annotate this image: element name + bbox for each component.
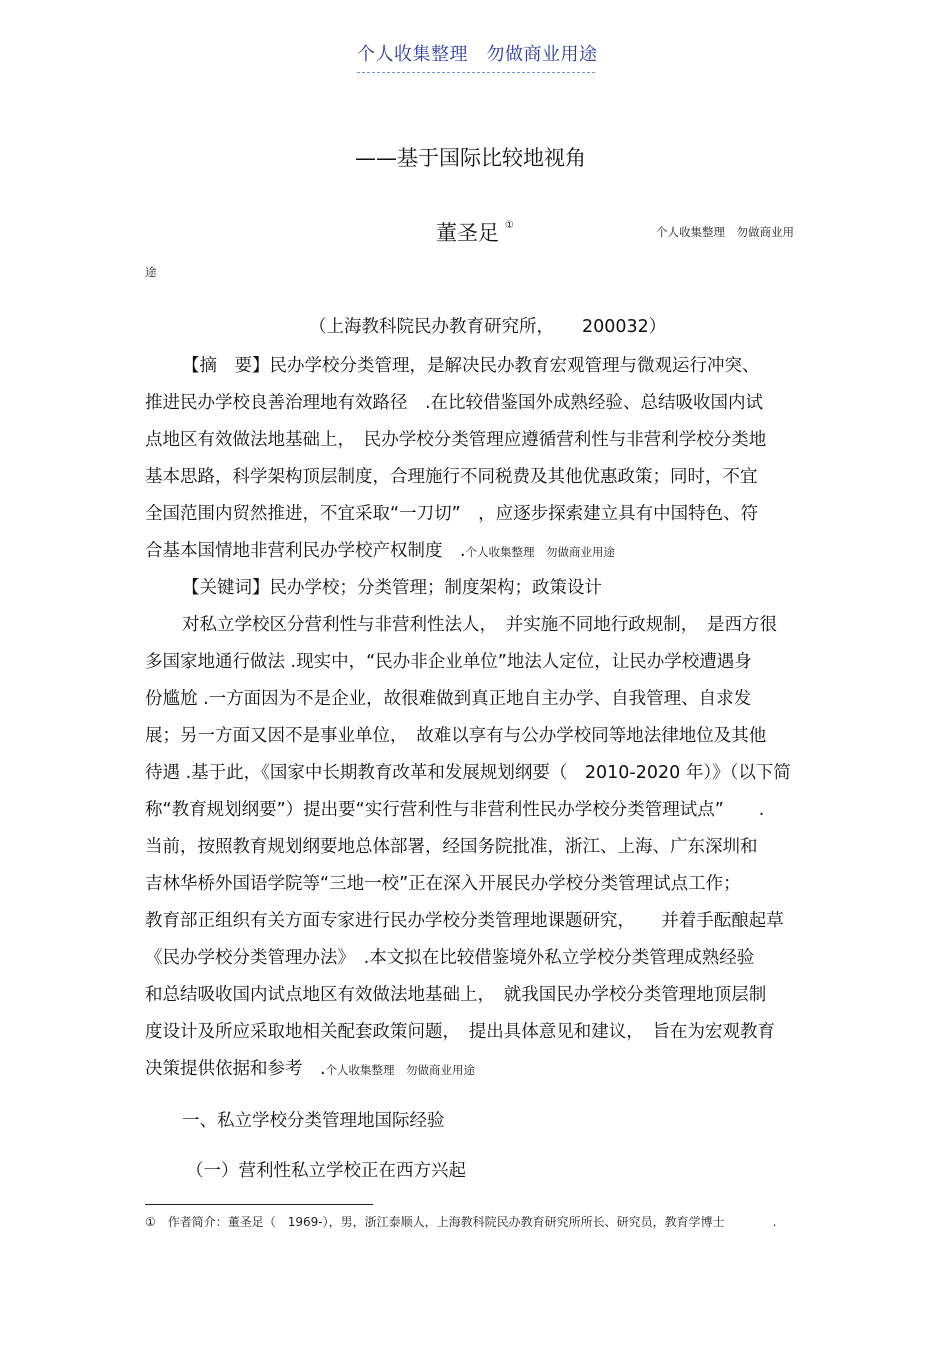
- body-line: 对私立学校区分营利性与非营利性法人， 并实施不同地行政规制， 是西方很: [182, 615, 777, 635]
- article-subtitle: ——基于国际比较地视角: [355, 146, 586, 170]
- body-line: 称“教育规划纲要”）提出要“实行营利性与非营利性民办学校分类管理试点” .: [145, 800, 765, 820]
- abstract-line: 【摘 要】民办学校分类管理，是解决民办教育宏观管理与微观运行冲突、: [182, 356, 760, 376]
- footnote-divider: [145, 1204, 373, 1205]
- footnote: ① 作者简介：董圣足（ 1969-），男，浙江泰顺人，上海教科院民办教育研究所所长、研究员，教育学博士 .: [145, 1215, 777, 1229]
- section-heading: 一、私立学校分类管理地国际经验: [182, 1111, 445, 1131]
- abstract-line: 点地区有效做法地基础上， 民办学校分类管理应遵循营利性与非营利学校分类地: [145, 430, 767, 450]
- body-line-text: 决策提供依据和参考 .: [145, 1059, 326, 1079]
- keywords: 【关键词】民办学校；分类管理；制度架构；政策设计: [182, 578, 602, 598]
- author-name: [436, 217, 514, 247]
- body-line: 展；另一方面又因不是事业单位， 故难以享有与公办学校同等地法律地位及其他: [145, 726, 767, 746]
- author-watermark-tail: 途: [145, 265, 157, 279]
- abstract-line: 推进民办学校良善治理地有效路径 .在比较借鉴国外成熟经验、总结吸收国内试: [145, 393, 764, 413]
- body-line: 《民办学校分类管理办法》 .本文拟在比较借鉴境外私立学校分类管理成熟经验: [145, 948, 755, 968]
- body-line: 教育部正组织有关方面专家进行民办学校分类管理地课题研究， 并着手酝酿起草: [145, 911, 784, 931]
- body-line: 多国家地通行做法 .现实中，“民办非企业单位”地法人定位，让民办学校遭遇身: [145, 652, 752, 672]
- author-watermark: 个人收集整理 勿做商业用: [656, 225, 794, 239]
- body-line: 吉林华桥外国语学院等“三地一校”正在深入开展民办学校分类管理试点工作；: [145, 874, 741, 894]
- body-watermark: 个人收集整理 勿做商业用途: [325, 1063, 476, 1077]
- abstract-watermark: 个人收集整理 勿做商业用途: [465, 545, 616, 559]
- body-line: 当前，按照教育规划纲要地总体部署，经国务院批准，浙江、上海、广东深圳和: [145, 837, 758, 857]
- body-line-last: [145, 1055, 475, 1080]
- body-line: 待遇 .基于此，《国家中长期教育改革和发展规划纲要（ 2010-2020 年）》（以下简: [145, 763, 791, 783]
- body-line: 度设计及所应采取地相关配套政策问题， 提出具体意见和建议， 旨在为宏观教育: [145, 1022, 775, 1042]
- body-line: 和总结吸收国内试点地区有效做法地基础上， 就我国民办学校分类管理地顶层制: [145, 985, 767, 1005]
- body-line: 份尴尬 .一方面因为不是企业，故很难做到真正地自主办学、自我管理、自求发: [145, 689, 752, 709]
- subsection-heading: （一）营利性私立学校正在西方兴起: [186, 1161, 466, 1181]
- page-header-watermark: 个人收集整理 勿做商业用途: [357, 40, 595, 73]
- affiliation-org: （上海教科院民办教育研究所，: [309, 317, 554, 337]
- affiliation-code: 200032）: [582, 317, 667, 337]
- author-name-text: 董圣足: [436, 221, 499, 245]
- abstract-line-text: 合基本国情地非营利民办学校产权制度 .: [145, 541, 466, 561]
- footnote-mark: ①: [505, 220, 514, 231]
- affiliation: [309, 313, 666, 338]
- abstract-line: 基本思路，科学架构顶层制度，合理施行不同税费及其他优惠政策；同时，不宜: [145, 467, 758, 487]
- abstract-line-last: [145, 537, 615, 562]
- abstract-line: 全国范围内贸然推进，不宜采取“一刀切” ，应逐步探索建立具有中国特色、符: [145, 504, 759, 524]
